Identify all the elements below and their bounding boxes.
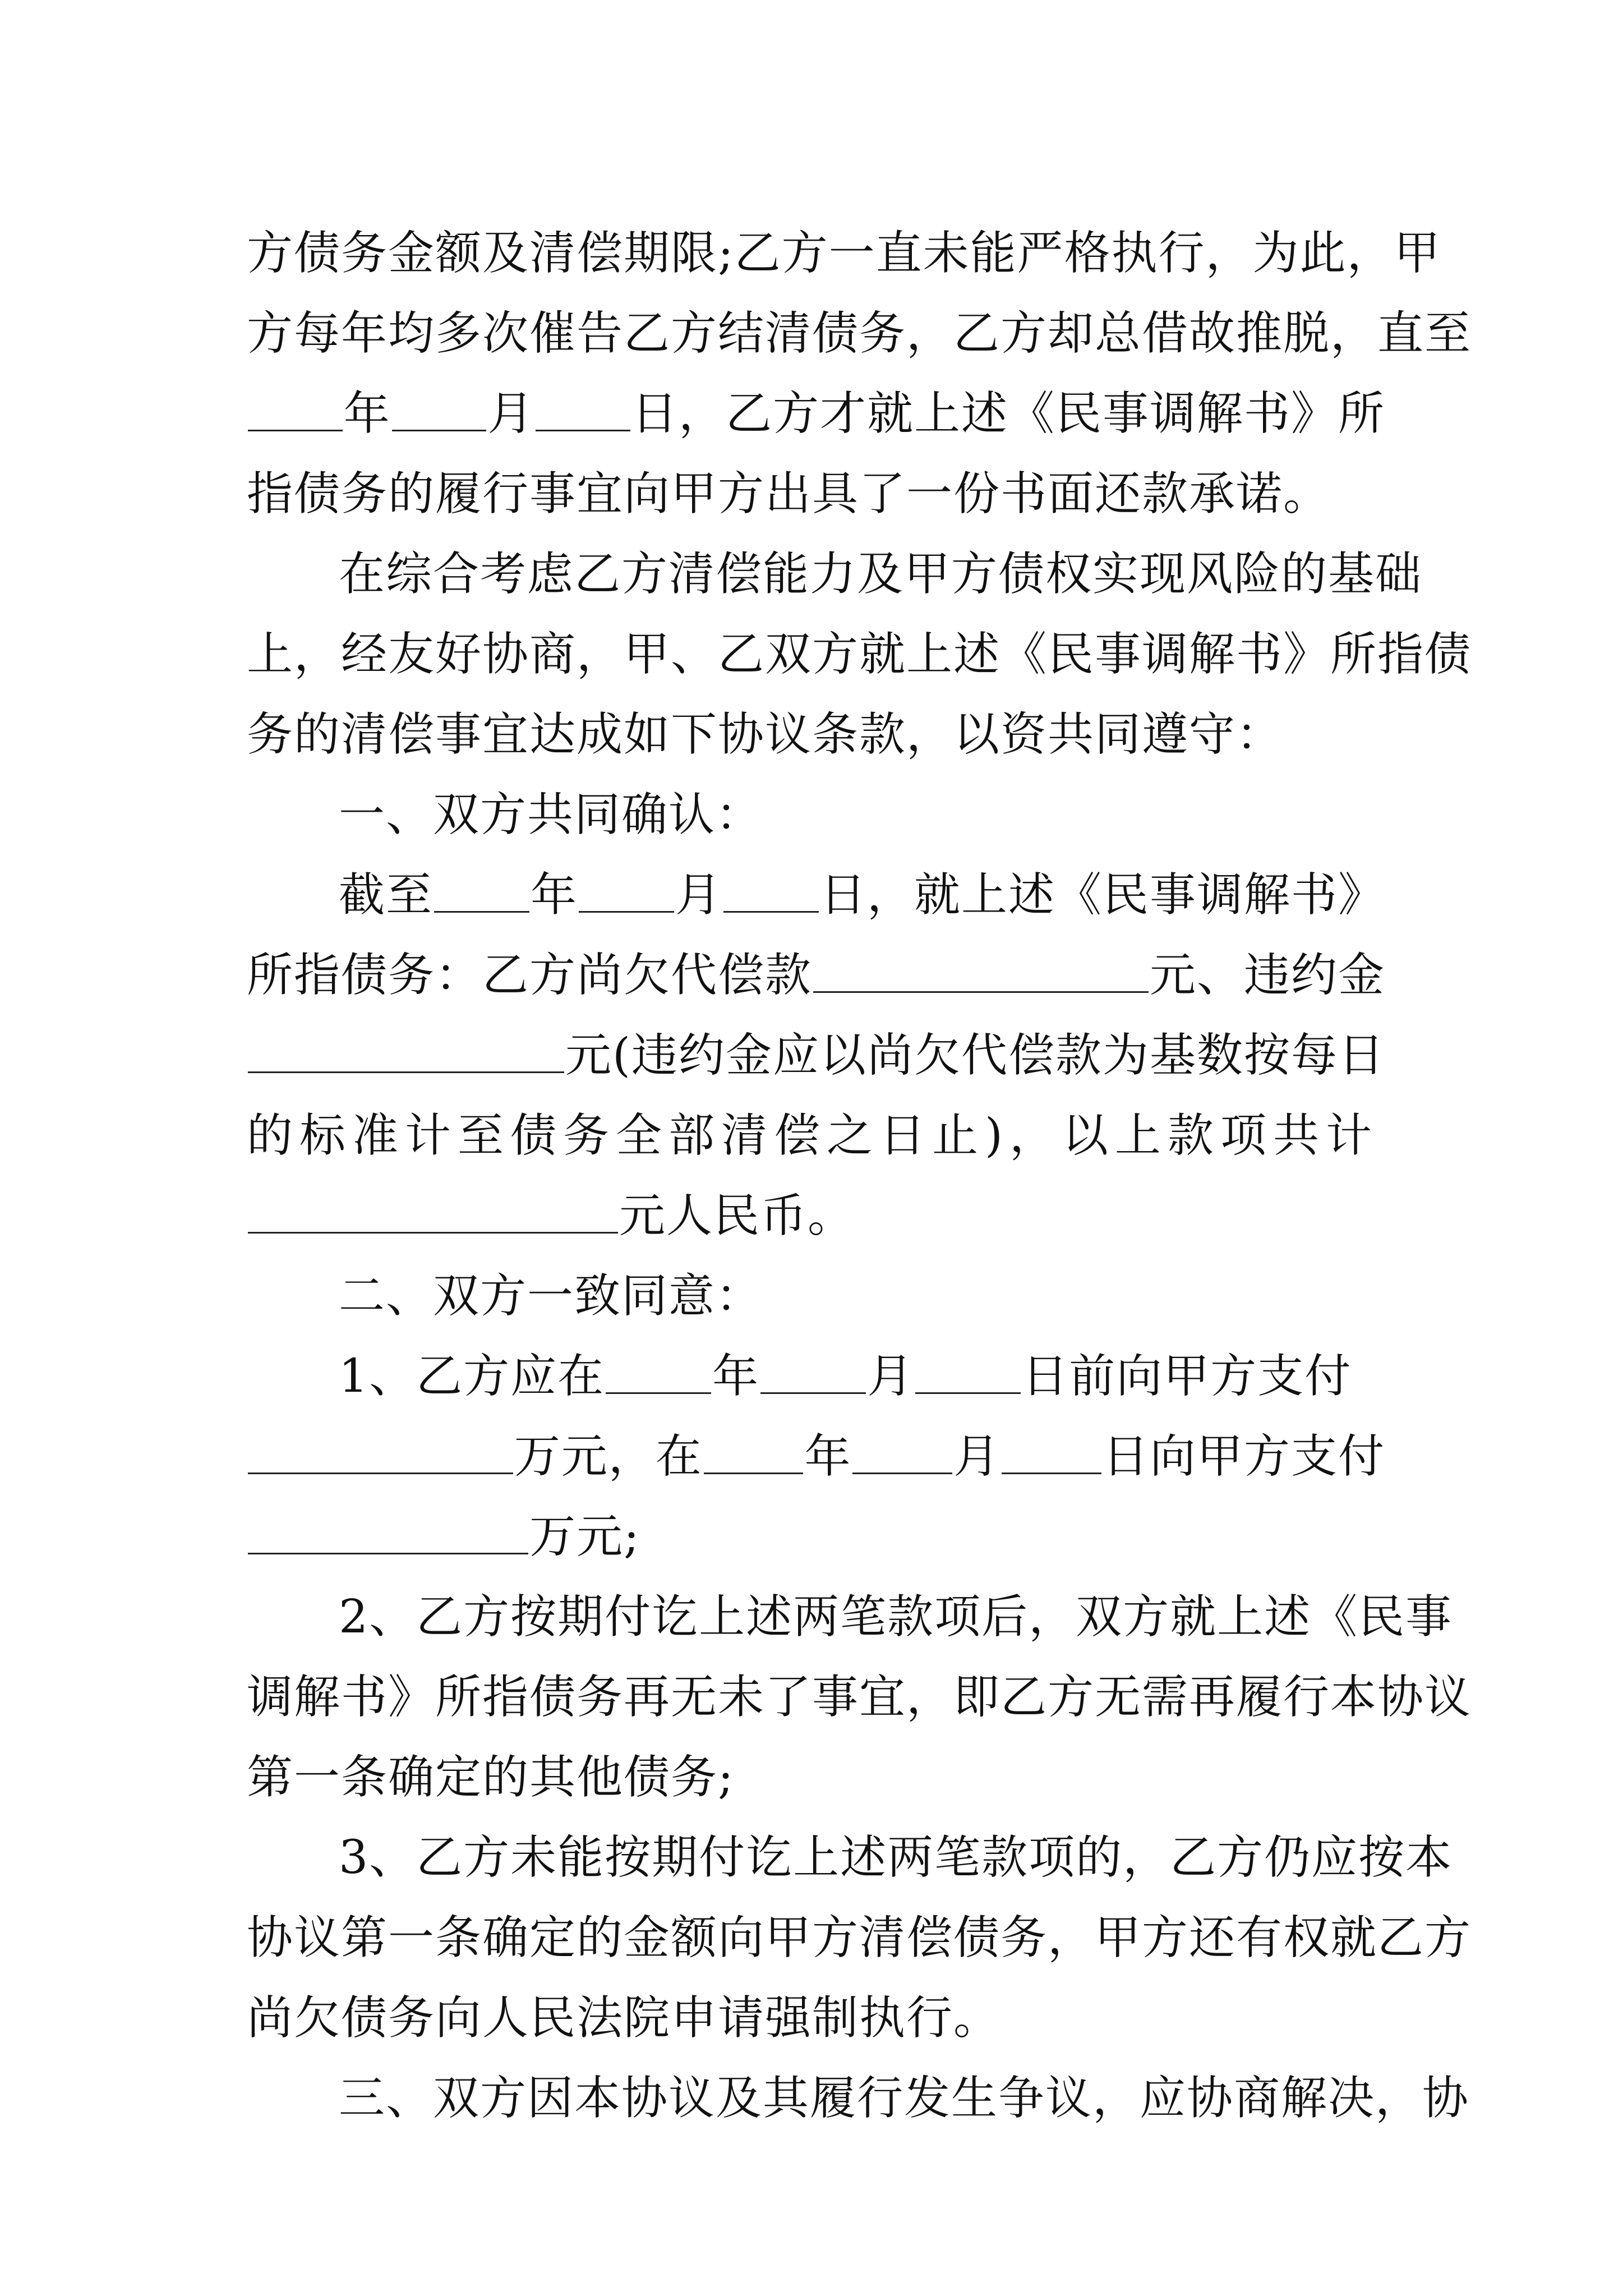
text-segment: 2、乙方按期付讫上述两笔款项后，双方就上述《民事 <box>339 1590 1453 1644</box>
text-segment: 调解书》所指债务再无未了事宜，即乙方无需再履行本协议 <box>247 1671 1472 1724</box>
text-segment: 万元; <box>529 1510 640 1563</box>
blank-field-month <box>392 396 487 431</box>
text-segment: 日前向甲方支付 <box>1022 1350 1352 1403</box>
text-line <box>247 1497 1385 1577</box>
text-segment: 万元，在 <box>514 1430 703 1483</box>
text-segment: 尚欠债务向人民法院申请强制执行。 <box>247 1991 1001 2045</box>
text-segment: 指债务的履行事宜向甲方出具了一份书面还款承诺。 <box>247 467 1331 521</box>
blank-field-amount <box>248 1038 564 1073</box>
text-line <box>247 1176 1385 1256</box>
agreement-body <box>247 213 1472 2138</box>
section-heading-2 <box>247 1256 1385 1336</box>
blank-field-month <box>760 1359 866 1394</box>
text-segment: 元、违约金 <box>1149 949 1385 1002</box>
text-segment: 1、乙方应在 <box>339 1350 605 1403</box>
text-segment: 日向甲方支付 <box>1102 1430 1385 1483</box>
text-segment: 在综合考虑乙方清偿能力及甲方债权实现风险的基础 <box>339 547 1423 601</box>
text-segment: 的标准计至债务全部清偿之日止)，以上款项共计 <box>247 1109 1378 1162</box>
blank-field-year <box>704 1439 804 1474</box>
text-line <box>247 614 1472 694</box>
text-line <box>247 1577 1453 1657</box>
section-heading-1 <box>247 775 1385 855</box>
text-segment: 3、乙方未能按期付讫上述两笔款项的，乙方仍应按本 <box>339 1831 1453 1884</box>
text-line <box>247 454 1385 534</box>
text-line <box>247 1818 1453 1898</box>
section-heading-3 <box>247 2058 1470 2138</box>
blank-field-day <box>1002 1439 1101 1474</box>
text-line-date <box>247 374 1385 454</box>
blank-field-year <box>606 1359 711 1394</box>
text-line <box>247 935 1385 1015</box>
text-segment: 日，就上述《民事调解书》 <box>820 868 1386 922</box>
text-segment: 三、双方因本协议及其履行发生争议，应协商解决，协 <box>339 2072 1470 2125</box>
text-line-date <box>247 1416 1385 1497</box>
text-line <box>247 1015 1385 1096</box>
blank-field-day <box>723 877 819 913</box>
text-segment: 二、双方一致同意： <box>339 1269 763 1323</box>
text-line <box>247 1096 1385 1176</box>
blank-field-amount <box>248 1519 528 1554</box>
text-segment: 方每年均多次催告乙方结清债务，乙方却总借故推脱，直至 <box>247 307 1472 360</box>
text-segment: 月 <box>675 868 723 922</box>
text-segment: 截至 <box>339 868 434 922</box>
text-segment: 月 <box>867 1350 915 1403</box>
text-line <box>247 1898 1472 1978</box>
text-segment: 上，经友好协商，甲、乙双方就上述《民事调解书》所指债 <box>247 628 1472 681</box>
text-line-date <box>247 1336 1385 1416</box>
text-segment: 方债务金额及清偿期限;乙方一直未能严格执行，为此，甲 <box>247 227 1441 280</box>
text-segment: 年 <box>712 1350 760 1403</box>
text-line <box>247 293 1472 374</box>
text-line <box>247 1657 1472 1737</box>
text-segment: 所指债务：乙方尚欠代偿款 <box>247 949 813 1002</box>
text-line <box>247 1737 1385 1818</box>
blank-field-month <box>579 877 674 913</box>
blank-field-amount <box>248 1439 513 1474</box>
blank-field-amount <box>813 958 1149 993</box>
text-segment: 元人民币。 <box>619 1189 855 1243</box>
text-segment: 月 <box>953 1430 1001 1483</box>
blank-field-year <box>434 877 529 913</box>
text-segment: 月 <box>487 387 535 440</box>
text-segment: 一、双方共同确认： <box>339 788 763 841</box>
blank-field-amount <box>248 1198 618 1234</box>
text-segment: 第一条确定的其他债务; <box>247 1751 735 1804</box>
text-segment: 元(违约金应以尚欠代偿款为基数按每日 <box>565 1029 1385 1082</box>
text-line <box>247 213 1441 293</box>
text-line <box>247 534 1423 614</box>
text-segment: 务的清偿事宜达成如下协议条款，以资共同遵守： <box>247 708 1284 761</box>
text-line <box>247 694 1385 775</box>
text-segment: 年 <box>531 868 578 922</box>
text-line-date <box>247 855 1385 935</box>
blank-field-year <box>248 396 343 431</box>
text-segment: 协议第一条确定的金额向甲方清偿债务，甲方还有权就乙方 <box>247 1911 1472 1964</box>
text-segment: 年 <box>343 387 391 440</box>
text-segment: 年 <box>804 1430 852 1483</box>
blank-field-day <box>915 1359 1021 1394</box>
blank-field-month <box>852 1439 952 1474</box>
text-line <box>247 1978 1385 2058</box>
blank-field-day <box>536 396 630 431</box>
text-segment: 日，乙方才就上述《民事调解书》所 <box>631 387 1386 440</box>
